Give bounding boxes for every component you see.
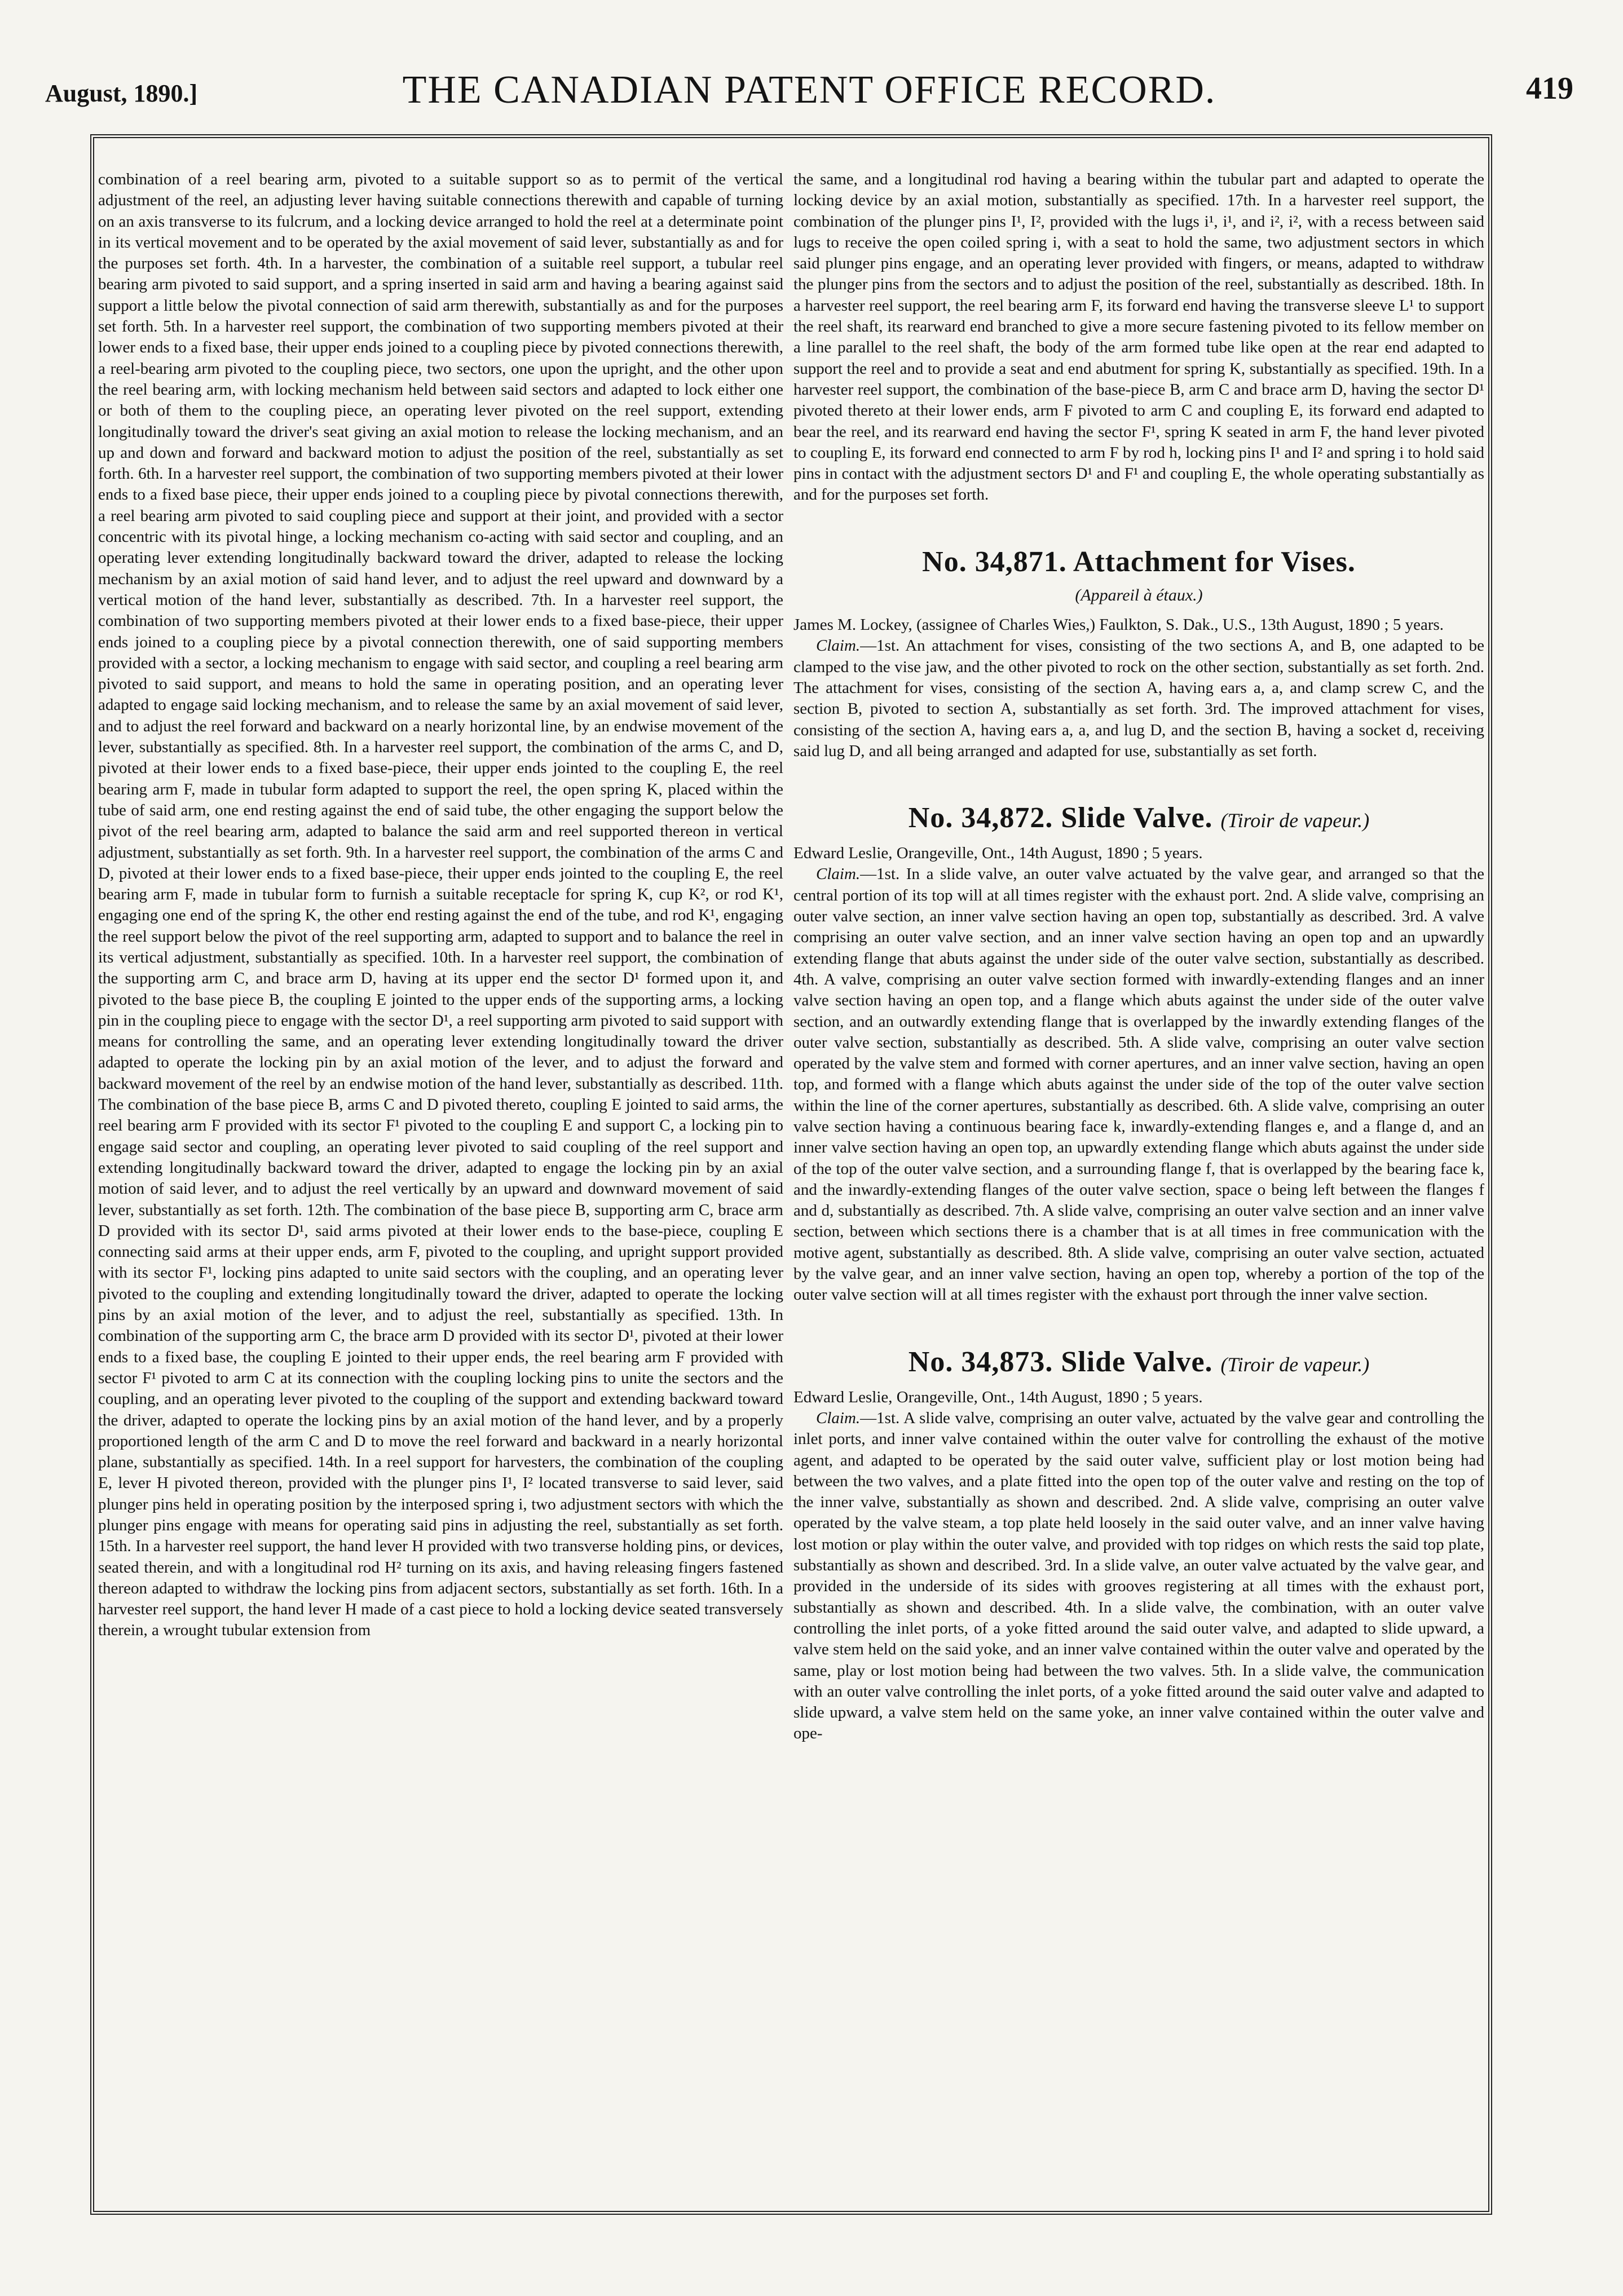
left-column [98,169,783,2199]
patent-number: No. 34,872. [908,802,1053,834]
patent-number: No. 34,871. [922,545,1067,578]
patent-title: Attachment for Vises. [1073,545,1356,578]
patent-heading [793,1345,1484,1381]
patent-entry [793,545,1484,762]
right-column [793,169,1484,2199]
page-number: 419 [1526,71,1573,106]
patent-entry [793,1345,1484,1745]
claim-label: Claim. [816,637,861,655]
page-header [45,62,1573,124]
patent-heading [793,545,1484,579]
patent-title: Slide Valve. [1061,802,1213,834]
patent-claims [793,1408,1484,1745]
patent-heading [793,801,1484,837]
patent-claims [793,864,1484,1305]
claim-label: Claim. [816,1408,861,1427]
patent-inventor: Edward Leslie, Orangeville, Ont., 14th August, 1890 ; 5 years. [793,844,1203,863]
claims-text: —1st. A slide valve, comprising an outer valve, actuated by the valve gear and controlling the inlet ports, and inner valve contained within the outer valve for controlling the exhaust of the motive agent, and adapted to be operated by the said outer valve, sufficient play or lost motion being had between the two valves, and a plate fitted into the open top of the outer valve and resting on the top of the inner valve, substantially as shown and described. 2nd. A slide valve, comprising an outer valve operated by the valve steam, a top plate held loosely in the said outer valve, and an inner valve having lost motion or play within the outer valve, and provided with top ridges on which rests the said top plate, substantially as shown and described. 3rd. In a slide valve, an outer valve actuated by the valve gear, and provided in the underside of its sides with grooves registering at all times with the exhaust port, substantially as shown and described. 4th. In a slide valve, the combination, with an outer valve controlling the inlet ports, of a yoke fitted around the said outer valve, and adapted to slide upward, a valve stem held on the said yoke, and an inner valve contained within the outer valve and operated by the same, play or lost motion being had between the two valves. 5th. In a slide valve, the communication with an outer valve controlling the inlet ports, of a yoke fitted around the said outer valve and adapted to slide upward, a valve stem held on the same yoke, an inner valve contained within the outer valve and ope- [793,1408,1484,1743]
patent-french-title: (Tiroir de vapeur.) [1220,1353,1370,1376]
claims-text: —1st. In a slide valve, an outer valve actuated by the valve gear, and arranged so that the central portion of its top will at all times register with the exhaust port. 2nd. A slide valve, comprising an outer valve section, an inner valve section having an open top, substantially as described. 3rd. A valve comprising an outer valve section, and an inner valve section having an open top and an upwardly extending flange that abuts against the under side of the outer valve section, substantially as described. 4th. A valve, comprising an outer valve section formed with inwardly-extending flanges and an inner valve section having an open top, and a flange which abuts against the under side of the outer valve section, and an outwardly extending flange that is overlapped by the inwardly extending flanges of the outer valve section, substantially as described. 5th. A slide valve, comprising an outer valve section operated by the valve stem and formed with corner apertures, and an inner valve section, having an open top, and formed with a flange which abuts against the under side of the top of the outer valve section within the line of the corner apertures, substantially as described. 6th. A slide valve, comprising an outer valve section having a continuous bearing face k, inwardly-extending flanges e, and a flange d, and an inner valve section having an open top, an upwardly extending flange which abuts against the under side of the top of the outer valve section, and a surrounding flange f, that is overlapped by the bearing face k, and the inwardly-extending flanges of the outer valve section, space o being left between the flanges f and d, substantially as described. 7th. A slide valve, comprising an outer valve section and an inner valve section, between which sections there is a chamber that is at all times in free communication with the motive agent, substantially as described. 8th. A slide valve, comprising an outer valve section, actuated by the valve gear, and an inner valve section, having an open top, whereby a portion of the top of the outer valve section will at all times register with the exhaust port through the inner valve section. [793,865,1484,1304]
patent-number: No. 34,873. [908,1345,1053,1378]
patent-inventor: Edward Leslie, Orangeville, Ont., 14th August, 1890 ; 5 years. [793,1388,1203,1406]
claim-label: Claim. [816,865,861,884]
patent-french-title: (Appareil à étaux.) [1075,585,1203,604]
claims-continuation-text: the same, and a longitudinal rod having a bearing within the tubular part and adapted to operate the locking device by an axial motion, substantially as specified. 17th. In a harvester reel support, the combination of the plunger pins I¹, I², provided with the lugs i¹, i¹, and i², i², with a recess between said lugs to receive the open coiled spring i, with a seat to hold the same, two adjustment sectors in which said plunger pins engage, and an operating lever provided with fingers, or means, adapted to withdraw the plunger pins from the sectors and to adjust the position of the reel, substantially as described. 18th. In a harvester reel support, the reel bearing arm F, its forward end having the transverse sleeve L¹ to support the reel shaft, its rearward end branched to give a more secure fastening pivoted to its fellow member on a line parallel to the reel shaft, the body of the arm formed tube like open at the rear end adapted to support the reel and to provide a seat and end abutment for spring K, substantially as specified. 19th. In a harvester reel support, the combination of the base-piece B, arm C and brace arm D, having the sector D¹ pivoted thereto at their lower ends, arm F pivoted to arm C and coupling E, its forward end adapted to bear the reel, and its rearward end having the sector F¹, spring K seated in arm F, the hand lever pivoted to coupling E, its forward end connected to arm F by rod h, locking pins I¹ and I² and spring i to hold said pins in contact with the adjustment sectors D¹ and F¹ and coupling E, the whole operating substantially as and for the purposes set forth. [793,170,1484,504]
patent-title: Slide Valve. [1061,1345,1213,1378]
patent-claims [793,635,1484,762]
journal-title: THE CANADIAN PATENT OFFICE RECORD. [402,68,1216,112]
patent-inventor: James M. Lockey, (assignee of Charles Wies,) Faulkton, S. Dak., U.S., 13th August, 1890 ; 5 years. [793,616,1444,634]
issue-date: August, 1890.] [45,80,198,107]
patent-entry [793,801,1484,1306]
patent-french-title: (Tiroir de vapeur.) [1220,809,1370,832]
claims-text: —1st. An attachment for vises, consisting of the two sections A, and B, one adapted to be clamped to the vise jaw, and the other pivoted to rock on the other section, substantially as set forth. 2nd. The attachment for vises, consisting of the section A, having ears a, a, and clamp screw C, and the section B, pivoted to section A, substantially as set forth. 3rd. The improved attachment for vises, consisting of the section A, having ears a, a, and lug D, and the section B, having a socket d, receiving said lug D, and all being arranged and adapted for use, substantially as set forth. [793,637,1484,760]
claims-continuation-text: combination of a reel bearing arm, pivoted to a suitable support so as to permit of the vertical adjustment of the reel, an adjusting lever having suitable connections therewith and capable of turning on an axis transverse to its fulcrum, and a locking device arranged to hold the reel at a determinate point in its vertical movement and to be operated by the axial movement of said lever, substantially as and for the purposes set forth. 4th. In a harvester, the combination of a suitable reel support, a tubular reel bearing arm pivoted to said support, and a spring inserted in said arm and having a bearing against said support a little below the pivotal connection of said arm therewith, substantially as and for the purposes set forth. 5th. In a harvester reel support, the combination of two supporting members pivoted at their lower ends to a fixed base, their upper ends joined to a coupling piece by pivoted connections therewith, a reel-bearing arm pivoted to the coupling piece, two sectors, one upon the upright, and the other upon the reel bearing arm, with locking mechanism held between said sectors and adapted to lock either one or both of them to the coupling piece, an operating lever pivoted on the reel support, extending longitudinally toward the driver's seat giving an axial motion to release the locking mechanism, and an up and down and forward and backward motion to adjust the position of the reel, substantially as set forth. 6th. In a harvester reel support, the combination of two supporting members pivoted at their lower ends to a fixed base piece, their upper ends joined to a coupling piece by pivotal connections therewith, a reel bearing arm pivoted to said coupling piece and support at their joint, and provided with a sector concentric with its pivotal hinge, a locking mechanism co-acting with said sector and coupling, and an operating lever extending longitudinally backward toward the driver, adapted to release the locking mechanism by an axial motion of said hand lever, and to adjust the reel upward and downward by a vertical motion of the hand lever, substantially as described. 7th. In a harvester reel support, the combination of two supporting members pivoted at their lower ends to a fixed base-piece, their upper ends joined to a coupling piece by a pivotal connection therewith, one of said supporting members provided with a sector, a locking mechanism to engage with said sector, and coupling a reel bearing arm pivoted to said support, and means to hold the same in operating position, and an operating lever adapted to engage said locking mechanism, and to release the same by an axial movement of said lever, and to adjust the reel forward and backward on a nearly horizontal line, by an endwise movement of the lever, substantially as specified. 8th. In a harvester reel support, the combination of the arms C, and D, pivoted at their lower ends to a fixed base-piece, their upper ends jointed to the coupling E, the reel bearing arm F, made in tubular form adapted to support the reel, the open spring K, placed within the tube of said arm, one end resting against the end of said tube, the other engaging the support below the pivot of the reel bearing arm, adapted to balance the said arm and reel supported thereon in vertical adjustment, substantially as set forth. 9th. In a harvester reel support, the combination of the arms C and D, pivoted at their lower ends to a fixed base-piece, their upper ends jointed to the coupling E, the reel bearing arm F, made in tubular form to furnish a suitable receptacle for spring K, cup K², or rod K¹, engaging one end of the spring K, the other end resting against the end of the tube, and rod K¹, engaging the reel support below the pivot of the reel supporting arm, adapted to support and to balance the reel in its vertical adjustment, substantially as specified. 10th. In a harvester reel support, the combination of the supporting arm C, and brace arm D, having at its upper end the sector D¹ formed upon it, and pivoted to the base piece B, the coupling E jointed to the upper ends of the supporting arms, a locking pin in the coupling piece to engage with the sector D¹, a reel supporting arm pivoted to said support with means for controlling the same, and an operating lever extending longitudinally toward the driver adapted to operate the locking pin by an axial motion of the lever, and to adjust the forward and backward movement of the reel by an endwise motion of the hand lever, substantially as described. 11th. The combination of the base piece B, arms C and D pivoted thereto, coupling E jointed to said arms, the reel bearing arm F provided with its sector F¹ pivoted to the coupling E and support C, a locking pin to engage said sector and coupling, an operating lever pivoted to said coupling of the reel support and extending longitudinally backward toward the driver, adapted to engage the locking pin by an axial motion of said lever, and to adjust the reel vertically by an upward and downward movement of said lever, substantially as set forth. 12th. The combination of the base piece B, supporting arm C, brace arm D provided with its sector D¹, said arms pivoted at their lower ends to the base-piece, coupling E connecting said arms at their upper ends, arm F, pivoted to the coupling, and upright support provided with its sector F¹, locking pins adapted to unite said sectors with the coupling, and an operating lever pivoted to the coupling and extending longitudinally toward the driver, adapted to operate the locking pins by an axial motion of the lever, and to adjust the reel, substantially as specified. 13th. In combination of the supporting arm C, the brace arm D provided with its sector D¹, pivoted at their lower ends to a fixed base, the coupling E jointed to their upper ends, the reel bearing arm F provided with sector F¹ pivoted to arm C at its connection with the coupling locking pins to unite the sectors and the coupling, and an operating lever pivoted to the coupling of the support and extending backward toward the driver, adapted to operate the locking pins by an axial motion of the hand lever, and by a properly proportioned length of the arm C and D to move the reel forward and backward in a nearly horizontal plane, substantially as specified. 14th. In a reel support for harvesters, the combination of the coupling E, lever H pivoted thereon, provided with the plunger pins I¹, I² located transverse to said lever, said plunger pins held in operating position by the interposed spring i, two adjustment sectors with which the plunger pins engage with means for operating said pins in adjusting the reel, substantially as set forth. 15th. In a harvester reel support, the hand lever H provided with two transverse holding pins, or devices, seated therein, and with a longitudinal rod H² turning on its axis, and having releasing fingers fastened thereon adapted to withdraw the locking pins from adjacent sectors, substantially as set forth. 16th. In a harvester reel support, the hand lever H made of a cast piece to hold a locking device seated transversely therein, a wrought tubular extension from [98,170,783,1640]
